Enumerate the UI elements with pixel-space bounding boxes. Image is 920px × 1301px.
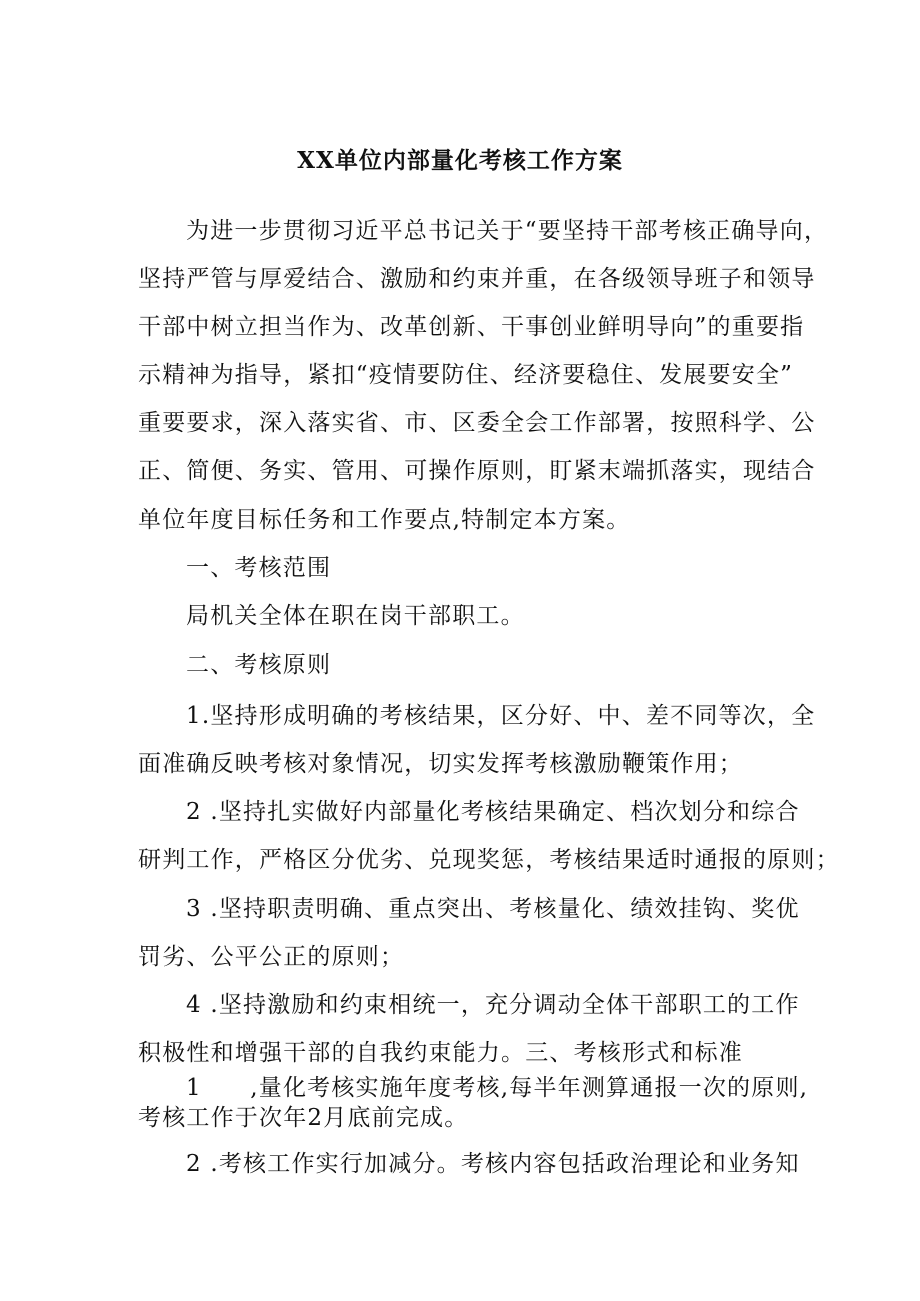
list-item-line: 1 ,量化考核实施年度考核,每半年测算通报一次的原则,: [186, 1075, 809, 1101]
list-item-line: 1.坚持形成明确的考核结果，区分好、中、差不同等次，全: [186, 703, 816, 729]
list-item-line: 罚劣、公平公正的原则；: [138, 944, 405, 970]
paragraph-line: 坚持严管与厚爱结合、激励和约束并重，在各级领导班子和领导: [138, 266, 816, 292]
section-heading: 二、考核原则: [186, 652, 332, 678]
section-heading: 一、考核范围: [186, 555, 332, 581]
paragraph-line: 干部中树立担当作为、改革创新、干事创业鲜明导向”的重要指: [138, 314, 805, 340]
paragraph-line: 重要要求，深入落实省、市、区委全会工作部署，按照科学、公: [138, 410, 816, 436]
list-item-line: 2 .坚持扎实做好内部量化考核结果确定、档次划分和综合: [186, 799, 800, 825]
document-title: XX单位内部量化考核工作方案: [297, 147, 623, 174]
list-item-line: 2 .考核工作实行加减分。考核内容包括政治理论和业务知: [186, 1151, 800, 1177]
list-item-line: 研判工作，严格区分优劣、兑现奖惩，考核结果适时通报的原则；: [138, 847, 840, 873]
paragraph-line: 示精神为指导，紧扣“疫情要防住、经济要稳住、发展要安全”: [138, 362, 794, 388]
paragraph-line: 为进一步贯彻习近平总书记关于“要坚持干部考核正确导向，: [186, 218, 829, 244]
list-item-line: 考核工作于次年2月底前完成。: [138, 1105, 469, 1131]
list-item-line: 积极性和增强干部的自我约束能力。三、考核形式和标准: [138, 1040, 743, 1066]
paragraph-line: 局机关全体在职在岗干部职工。: [186, 603, 525, 629]
paragraph-line: 正、简便、务实、管用、可操作原则，盯紧末端抓落实，现结合: [138, 458, 816, 484]
paragraph-line: 单位年度目标任务和工作要点,特制定本方案。: [138, 507, 631, 533]
list-item-line: 4 .坚持激励和约束相统一，充分调动全体干部职工的工作: [186, 992, 800, 1018]
list-item-line: 面准确反映考核对象情况，切实发挥考核激励鞭策作用；: [138, 751, 743, 777]
list-item-line: 3 .坚持职责明确、重点突出、考核量化、绩效挂钩、奖优: [186, 896, 800, 922]
